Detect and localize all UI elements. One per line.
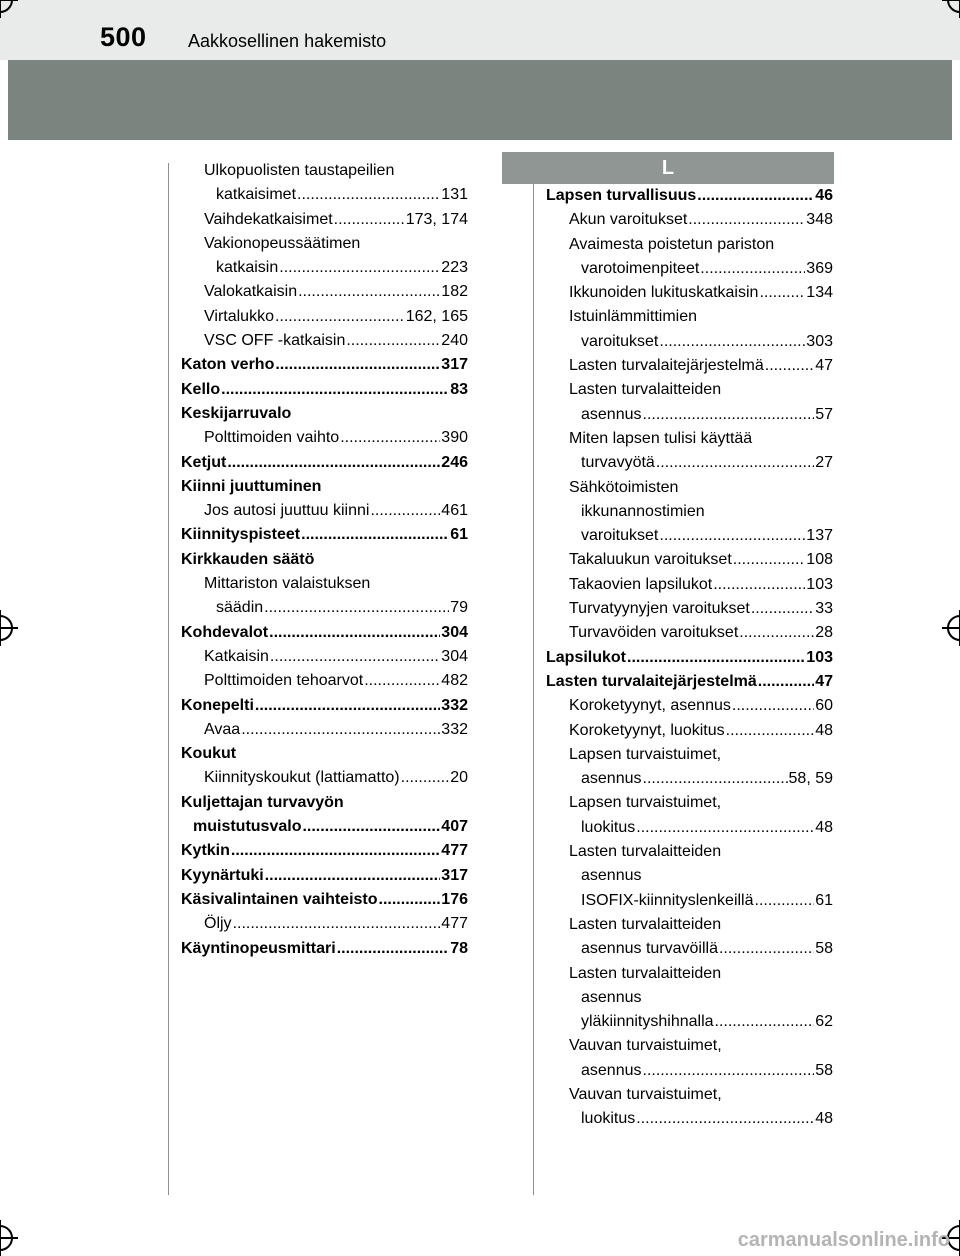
page-reference: 60 xyxy=(815,697,833,715)
index-term: asennus turvavöillä xyxy=(581,940,718,958)
index-entry xyxy=(181,937,468,961)
index-subentry xyxy=(546,840,833,913)
index-term: Ketjut xyxy=(181,453,227,471)
index-term: Akun varoitukset xyxy=(569,211,688,229)
dot-leader xyxy=(301,523,449,547)
dot-leader xyxy=(270,645,440,669)
index-subentry xyxy=(546,597,833,621)
index-column-2 xyxy=(546,184,833,1132)
page-reference: 332 xyxy=(441,696,468,714)
index-subentry xyxy=(181,645,468,669)
dot-leader xyxy=(227,451,440,475)
dot-leader xyxy=(275,305,405,329)
index-subentry xyxy=(546,305,833,354)
index-term: Kytkin xyxy=(181,842,230,860)
index-term: Lasten turvalaitteiden xyxy=(569,964,722,982)
index-term: Lasten turvalaitteiden xyxy=(569,915,722,933)
dot-leader xyxy=(751,597,814,621)
index-subentry xyxy=(546,694,833,718)
registration-mark-icon xyxy=(942,610,960,646)
page-reference: 103 xyxy=(806,648,833,666)
index-term: säädin xyxy=(216,599,264,617)
dot-leader xyxy=(255,694,440,718)
page-reference: 304 xyxy=(441,623,468,641)
page-reference: 137 xyxy=(806,527,833,545)
registration-mark-icon xyxy=(0,1220,18,1256)
page-reference: 61 xyxy=(450,526,468,544)
index-subentry xyxy=(546,548,833,572)
index-term: varoitukset xyxy=(581,332,659,350)
index-term: Ikkunoiden lukituskatkaisin xyxy=(569,284,759,302)
dot-leader xyxy=(659,330,805,354)
index-term: Vauvan turvaistuimet, xyxy=(569,1085,722,1103)
index-column-1 xyxy=(181,159,468,961)
index-term: Vaihdekatkaisimet xyxy=(204,210,333,228)
index-term: Sähkötoimisten xyxy=(569,478,679,496)
dot-leader xyxy=(275,353,440,377)
index-subentry xyxy=(181,766,468,790)
index-term: Käsivalintainen vaihteisto xyxy=(181,890,378,908)
dot-leader xyxy=(334,208,405,232)
index-term: luokitus xyxy=(581,1110,636,1128)
dot-leader xyxy=(401,766,450,790)
dot-leader xyxy=(337,937,450,961)
page-reference: 48 xyxy=(815,721,833,739)
index-term: Mittariston valaistuksen xyxy=(204,575,371,593)
dot-leader xyxy=(379,888,441,912)
index-term: asennus xyxy=(581,867,642,885)
index-term: Valokatkaisin xyxy=(204,283,298,301)
dot-leader xyxy=(643,1059,815,1083)
page-reference: 48 xyxy=(815,818,833,836)
index-term: Kiinni juuttuminen xyxy=(181,477,322,495)
index-term: Kyynärtuki xyxy=(181,866,264,884)
dot-leader xyxy=(627,646,805,670)
dot-leader xyxy=(298,280,440,304)
dot-leader xyxy=(755,889,815,913)
dot-leader xyxy=(340,426,440,450)
dot-leader xyxy=(697,184,814,208)
page-reference: 134 xyxy=(806,284,833,302)
dot-leader xyxy=(733,548,806,572)
index-term: Koukut xyxy=(181,745,237,763)
index-term: Katon verho xyxy=(181,356,275,374)
index-subentry xyxy=(546,378,833,427)
registration-mark-icon xyxy=(0,610,18,646)
index-subentry xyxy=(181,426,468,450)
page-reference: 33 xyxy=(815,600,833,618)
index-subentry xyxy=(181,669,468,693)
index-term: Turvatyynyjen varoitukset xyxy=(569,600,750,618)
page-reference: 78 xyxy=(450,939,468,957)
registration-mark-icon xyxy=(0,0,18,18)
page-reference: 62 xyxy=(815,1013,833,1031)
index-term: asennus xyxy=(581,1061,642,1079)
dot-leader xyxy=(231,839,440,863)
index-entry xyxy=(181,402,468,426)
index-subentry xyxy=(546,791,833,840)
dot-leader xyxy=(700,257,805,281)
dot-leader xyxy=(346,329,440,353)
page-reference: 83 xyxy=(450,380,468,398)
index-term: varoitukset xyxy=(581,527,659,545)
dot-leader xyxy=(659,524,805,548)
index-subentry xyxy=(546,208,833,232)
index-entry xyxy=(181,864,468,888)
index-subentry xyxy=(546,233,833,282)
index-entry xyxy=(181,791,468,840)
page-reference: 27 xyxy=(815,454,833,472)
index-entry xyxy=(546,184,833,208)
page-reference: 477 xyxy=(441,842,468,860)
index-subentry xyxy=(546,743,833,792)
dot-leader xyxy=(364,669,440,693)
page-reference: 20 xyxy=(450,769,468,787)
index-subentry xyxy=(546,719,833,743)
index-entry xyxy=(181,888,468,912)
index-term: Avaa xyxy=(204,720,241,738)
index-entry xyxy=(181,378,468,402)
dot-leader xyxy=(279,256,440,280)
page-reference: 246 xyxy=(441,453,468,471)
index-term: Kiinnityskoukut (lattiamatto) xyxy=(204,769,400,787)
index-term: Keskijarruvalo xyxy=(181,404,292,422)
index-term: asennus xyxy=(581,405,642,423)
index-term: Polttimoiden vaihto xyxy=(204,429,340,447)
page-reference: 303 xyxy=(806,332,833,350)
page-reference: 47 xyxy=(815,357,833,375)
index-subentry xyxy=(181,305,468,329)
index-subentry xyxy=(546,913,833,962)
index-term: Koroketyynyt, luokitus xyxy=(569,721,725,739)
index-term: Kirkkauden säätö xyxy=(181,550,315,568)
index-term: asennus xyxy=(581,770,642,788)
index-entry xyxy=(181,548,468,572)
index-entry xyxy=(181,621,468,645)
index-term: Vakionopeussäätimen xyxy=(204,234,361,252)
column-rule-left xyxy=(168,163,169,1195)
index-subentry xyxy=(181,912,468,936)
index-term: Lapsen turvallisuus xyxy=(546,187,697,204)
index-term: katkaisin xyxy=(216,259,279,277)
index-term: Katkaisin xyxy=(204,647,269,665)
index-term: VSC OFF -katkaisin xyxy=(204,332,346,350)
index-term: muistutusvalo xyxy=(193,818,302,836)
index-entry xyxy=(181,475,468,499)
page-reference: 61 xyxy=(815,891,833,909)
dot-leader xyxy=(636,816,814,840)
page-reference: 407 xyxy=(441,818,468,836)
dot-leader xyxy=(297,183,440,207)
index-term: Konepelti xyxy=(181,696,254,714)
index-entry xyxy=(181,523,468,547)
index-subentry xyxy=(546,1034,833,1083)
index-subentry xyxy=(181,718,468,742)
page-reference: 182 xyxy=(441,283,468,301)
index-term: Takaovien lapsilukot xyxy=(569,575,713,593)
index-term: Jos autosi juuttuu kiinni xyxy=(204,502,370,520)
index-term: Käyntinopeusmittari xyxy=(181,939,336,957)
index-term: Kuljettajan turvavyön xyxy=(181,793,344,811)
index-subentry xyxy=(546,354,833,378)
index-subentry xyxy=(181,208,468,232)
page-reference: 223 xyxy=(441,259,468,277)
page-reference: 390 xyxy=(441,429,468,447)
page-reference: 477 xyxy=(441,915,468,933)
index-term: Lapsilukot xyxy=(546,648,627,666)
index-term: Istuinlämmittimien xyxy=(569,308,698,326)
dot-leader xyxy=(758,670,814,694)
index-subentry xyxy=(546,476,833,549)
dot-leader xyxy=(688,208,805,232)
page-reference: 304 xyxy=(441,647,468,665)
index-term: Kello xyxy=(181,380,221,398)
index-term: Lapsen turvaistuimet, xyxy=(569,794,722,812)
page-reference: 162, 165 xyxy=(405,307,468,325)
index-term: asennus xyxy=(581,988,642,1006)
page-reference: 461 xyxy=(441,502,468,520)
index-subentry xyxy=(181,572,468,621)
index-subentry xyxy=(546,621,833,645)
page-reference: 131 xyxy=(441,186,468,204)
dot-leader xyxy=(719,937,814,961)
page-reference: 58 xyxy=(815,1061,833,1079)
page-reference: 176 xyxy=(441,890,468,908)
index-subentry xyxy=(181,499,468,523)
dot-leader xyxy=(643,403,815,427)
page-reference: 58 xyxy=(815,940,833,958)
dot-leader xyxy=(302,815,440,839)
watermark: carmanualsonline.info xyxy=(737,1229,950,1251)
dot-leader xyxy=(241,718,440,742)
page-number: 500 xyxy=(100,22,147,52)
dot-leader xyxy=(656,451,814,475)
dot-leader xyxy=(732,694,814,718)
dot-leader xyxy=(370,499,440,523)
page-reference: 47 xyxy=(815,672,833,690)
dot-leader xyxy=(221,378,449,402)
index-term: Lasten turvalaitejärjestelmä xyxy=(569,357,764,375)
index-subentry xyxy=(181,329,468,353)
page-reference: 369 xyxy=(806,259,833,277)
page-reference: 317 xyxy=(441,356,468,374)
dot-leader xyxy=(269,621,440,645)
index-term: Lasten turvalaitteiden xyxy=(569,381,722,399)
index-term: Lasten turvalaitteiden xyxy=(569,843,722,861)
index-entry xyxy=(546,670,833,694)
index-subentry xyxy=(546,962,833,1035)
index-term: Kiinnityspisteet xyxy=(181,526,301,544)
index-term: Lapsen turvaistuimet, xyxy=(569,745,722,763)
dot-leader xyxy=(636,1107,814,1131)
page-reference: 482 xyxy=(441,672,468,690)
index-term: Avaimesta poistetun pariston xyxy=(569,235,775,253)
index-term: Lasten turvalaitejärjestelmä xyxy=(546,672,757,690)
section-letter-heading: L xyxy=(502,152,834,184)
index-entry xyxy=(181,353,468,377)
dot-leader xyxy=(643,767,788,791)
page-reference: 317 xyxy=(441,866,468,884)
index-term: yläkiinnityshihnalla xyxy=(581,1013,714,1031)
index-subentry xyxy=(546,1083,833,1132)
index-subentry xyxy=(181,232,468,281)
index-term: luokitus xyxy=(581,818,636,836)
index-term: Koroketyynyt, asennus xyxy=(569,697,731,715)
index-term: Polttimoiden tehoarvot xyxy=(204,672,364,690)
dot-leader xyxy=(765,354,814,378)
index-term: Vauvan turvaistuimet, xyxy=(569,1037,722,1055)
page-reference: 28 xyxy=(815,624,833,642)
index-term: Virtalukko xyxy=(204,307,274,325)
index-subentry xyxy=(546,573,833,597)
header-banner xyxy=(8,60,952,140)
dot-leader xyxy=(715,1010,815,1034)
index-entry xyxy=(181,839,468,863)
dot-leader xyxy=(713,573,805,597)
index-subentry xyxy=(546,427,833,476)
index-term: Turvavöiden varoitukset xyxy=(569,624,739,642)
dot-leader xyxy=(233,912,441,936)
index-term: Kohdevalot xyxy=(181,623,269,641)
page-reference: 240 xyxy=(441,332,468,350)
page-reference: 348 xyxy=(806,211,833,229)
index-term: ikkunannostimien xyxy=(581,502,705,520)
page-reference: 46 xyxy=(815,187,833,204)
page-reference: 57 xyxy=(815,405,833,423)
index-term: Miten lapsen tulisi käyttää xyxy=(569,429,753,447)
index-entry xyxy=(181,451,468,475)
dot-leader xyxy=(759,281,805,305)
index-term: Takaluukun varoitukset xyxy=(569,551,732,569)
page-reference: 48 xyxy=(815,1110,833,1128)
page-reference: 79 xyxy=(450,599,468,617)
index-entry xyxy=(546,646,833,670)
index-term: turvavyötä xyxy=(581,454,655,472)
page-reference: 58, 59 xyxy=(788,770,833,788)
index-entry xyxy=(181,694,468,718)
column-rule-middle xyxy=(533,163,534,1195)
registration-mark-icon xyxy=(942,0,960,18)
index-term: varotoimenpiteet xyxy=(581,259,700,277)
dot-leader xyxy=(264,596,449,620)
index-term: Ulkopuolisten taustapeilien xyxy=(204,162,395,179)
index-subentry xyxy=(546,281,833,305)
page-reference: 108 xyxy=(806,551,833,569)
index-term: Öljy xyxy=(204,915,232,933)
page-reference: 103 xyxy=(806,575,833,593)
dot-leader xyxy=(265,864,441,888)
index-subentry xyxy=(181,159,468,208)
dot-leader xyxy=(739,621,814,645)
index-term: katkaisimet xyxy=(216,186,297,204)
index-term: ISOFIX-kiinnityslenkeillä xyxy=(581,891,754,909)
index-subentry xyxy=(181,280,468,304)
page-title: Aakkosellinen hakemisto xyxy=(188,31,387,51)
page-reference: 173, 174 xyxy=(405,210,468,228)
page-reference: 332 xyxy=(441,720,468,738)
index-entry xyxy=(181,742,468,766)
dot-leader xyxy=(726,719,815,743)
